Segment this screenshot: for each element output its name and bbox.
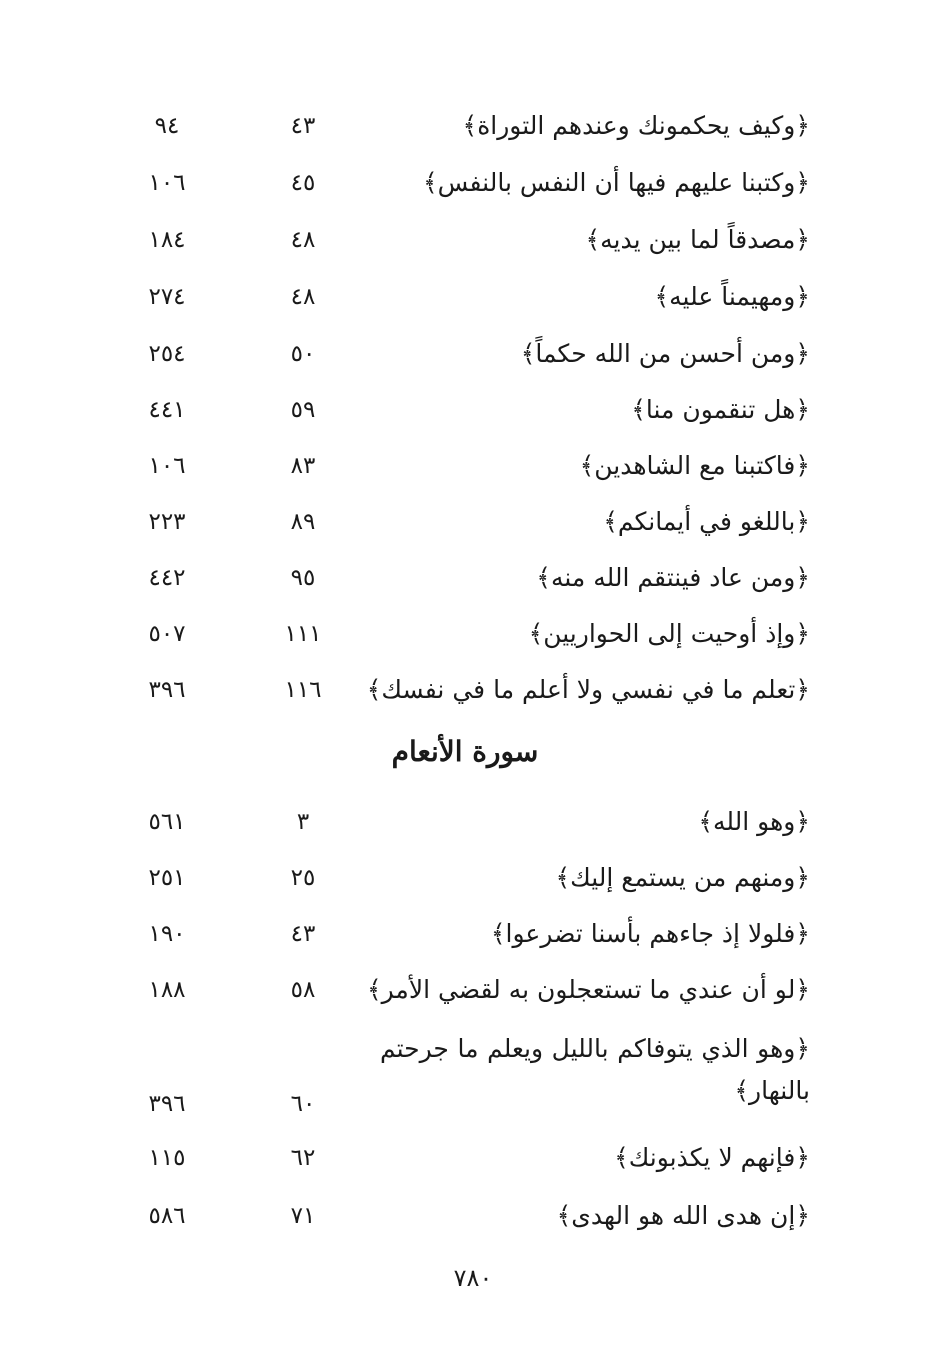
- verse-text: ﴿وهو الله﴾: [698, 807, 810, 836]
- index-entry: [0, 670, 946, 710]
- page-reference: ٢٢٣: [148, 509, 186, 535]
- index-entry: [0, 502, 946, 542]
- ayah-number: ٧١: [290, 1203, 316, 1229]
- page-reference: ٤٤٢: [148, 565, 186, 591]
- index-entry: [0, 614, 946, 654]
- ayah-number: ٤٨: [290, 227, 316, 253]
- page-reference: ١٠٦: [148, 170, 186, 196]
- verse-text: ﴿وكتبنا عليهم فيها أن النفس بالنفس﴾: [423, 168, 810, 197]
- ayah-number: ٥٨: [290, 977, 316, 1003]
- verse-text: ﴿وكيف يحكمونك وعندهم التوراة﴾: [462, 111, 810, 140]
- index-entry: [0, 858, 946, 898]
- page-reference: ١٠٦: [148, 453, 186, 479]
- page-reference: ٢٥٤: [148, 341, 186, 367]
- verse-text: ﴿إن هدى الله هو الهدى﴾: [556, 1201, 810, 1230]
- index-entry: [0, 390, 946, 430]
- verse-text: ﴿ومهيمناً عليه﴾: [654, 282, 810, 311]
- index-entry: [0, 970, 946, 1010]
- ayah-number: ٣: [296, 809, 310, 835]
- ayah-number: ٤٣: [290, 921, 316, 947]
- page-reference: ١٨٤: [148, 227, 186, 253]
- ayah-number: ١١٦: [284, 677, 322, 703]
- ayah-number: ٦٠: [290, 1091, 316, 1117]
- index-entry: [0, 558, 946, 598]
- index-entry: [0, 334, 946, 374]
- index-entry: [0, 446, 946, 486]
- verse-text: ﴿تعلم ما في نفسي ولا أعلم ما في نفسك﴾: [366, 675, 810, 704]
- page-reference: ٥٨٦: [148, 1203, 186, 1229]
- verse-text: ﴿ومن عاد فينتقم الله منه﴾: [536, 563, 810, 592]
- page-reference: ٣٩٦: [148, 677, 186, 703]
- ayah-number: ٤٣: [290, 113, 316, 139]
- page-reference: ٢٧٤: [148, 284, 186, 310]
- page-reference: ٤٤١: [148, 397, 186, 423]
- index-entry: [0, 220, 946, 260]
- verse-text: ﴿ومنهم من يستمع إليك﴾: [555, 863, 810, 892]
- ayah-number: ٨٩: [290, 509, 316, 535]
- ayah-number: ٥٩: [290, 397, 316, 423]
- verse-text: ﴿لو أن عندي ما تستعجلون به لقضي الأمر﴾: [366, 975, 810, 1004]
- ayah-number: ٨٣: [290, 453, 316, 479]
- verse-text: ﴿مصدقاً لما بين يديه﴾: [585, 225, 810, 254]
- page-reference: ١٨٨: [148, 977, 186, 1003]
- index-entry: [0, 1196, 946, 1236]
- ayah-number: ٩٥: [290, 565, 316, 591]
- page-reference: ١١٥: [148, 1145, 186, 1171]
- index-entry: [0, 106, 946, 146]
- index-entry: [0, 1028, 946, 1124]
- verse-text: ﴿فاكتبنا مع الشاهدين﴾: [579, 451, 810, 480]
- page-reference: ٢٥١: [148, 865, 186, 891]
- surah-heading: سورة الأنعام: [391, 735, 539, 768]
- page-reference: ١٩٠: [148, 921, 186, 947]
- page-number: ٧٨٠: [453, 1264, 493, 1292]
- verse-text: ﴿وإذ أوحيت إلى الحواريين﴾: [528, 619, 810, 648]
- page-reference: ٣٩٦: [148, 1091, 186, 1117]
- ayah-number: ٤٥: [290, 170, 316, 196]
- index-entry: [0, 163, 946, 203]
- index-entry: [0, 914, 946, 954]
- page-reference: ٥٠٧: [148, 621, 186, 647]
- index-entry: [0, 1138, 946, 1178]
- index-entry: [0, 802, 946, 842]
- index-entry: [0, 277, 946, 317]
- page-reference: ٥٦١: [148, 809, 186, 835]
- verse-text: ﴿باللغو في أيمانكم﴾: [603, 507, 810, 536]
- verse-text: ﴿فإنهم لا يكذبونك﴾: [614, 1143, 810, 1172]
- verse-text: ﴿وهو الذي يتوفاكم بالليل ويعلم ما جرحتم بالنهار﴾: [380, 1034, 810, 1105]
- verse-text: ﴿ومن أحسن من الله حكماً﴾: [520, 339, 810, 368]
- ayah-number: ٢٥: [290, 865, 316, 891]
- ayah-number: ٦٢: [290, 1145, 316, 1171]
- ayah-number: ١١١: [284, 621, 322, 647]
- page-reference: ٩٤: [154, 113, 180, 139]
- ayah-number: ٥٠: [290, 341, 316, 367]
- verse-text: ﴿فلولا إذ جاءهم بأسنا تضرعوا﴾: [490, 919, 810, 948]
- ayah-number: ٤٨: [290, 284, 316, 310]
- verse-text: ﴿هل تنقمون منا﴾: [631, 395, 810, 424]
